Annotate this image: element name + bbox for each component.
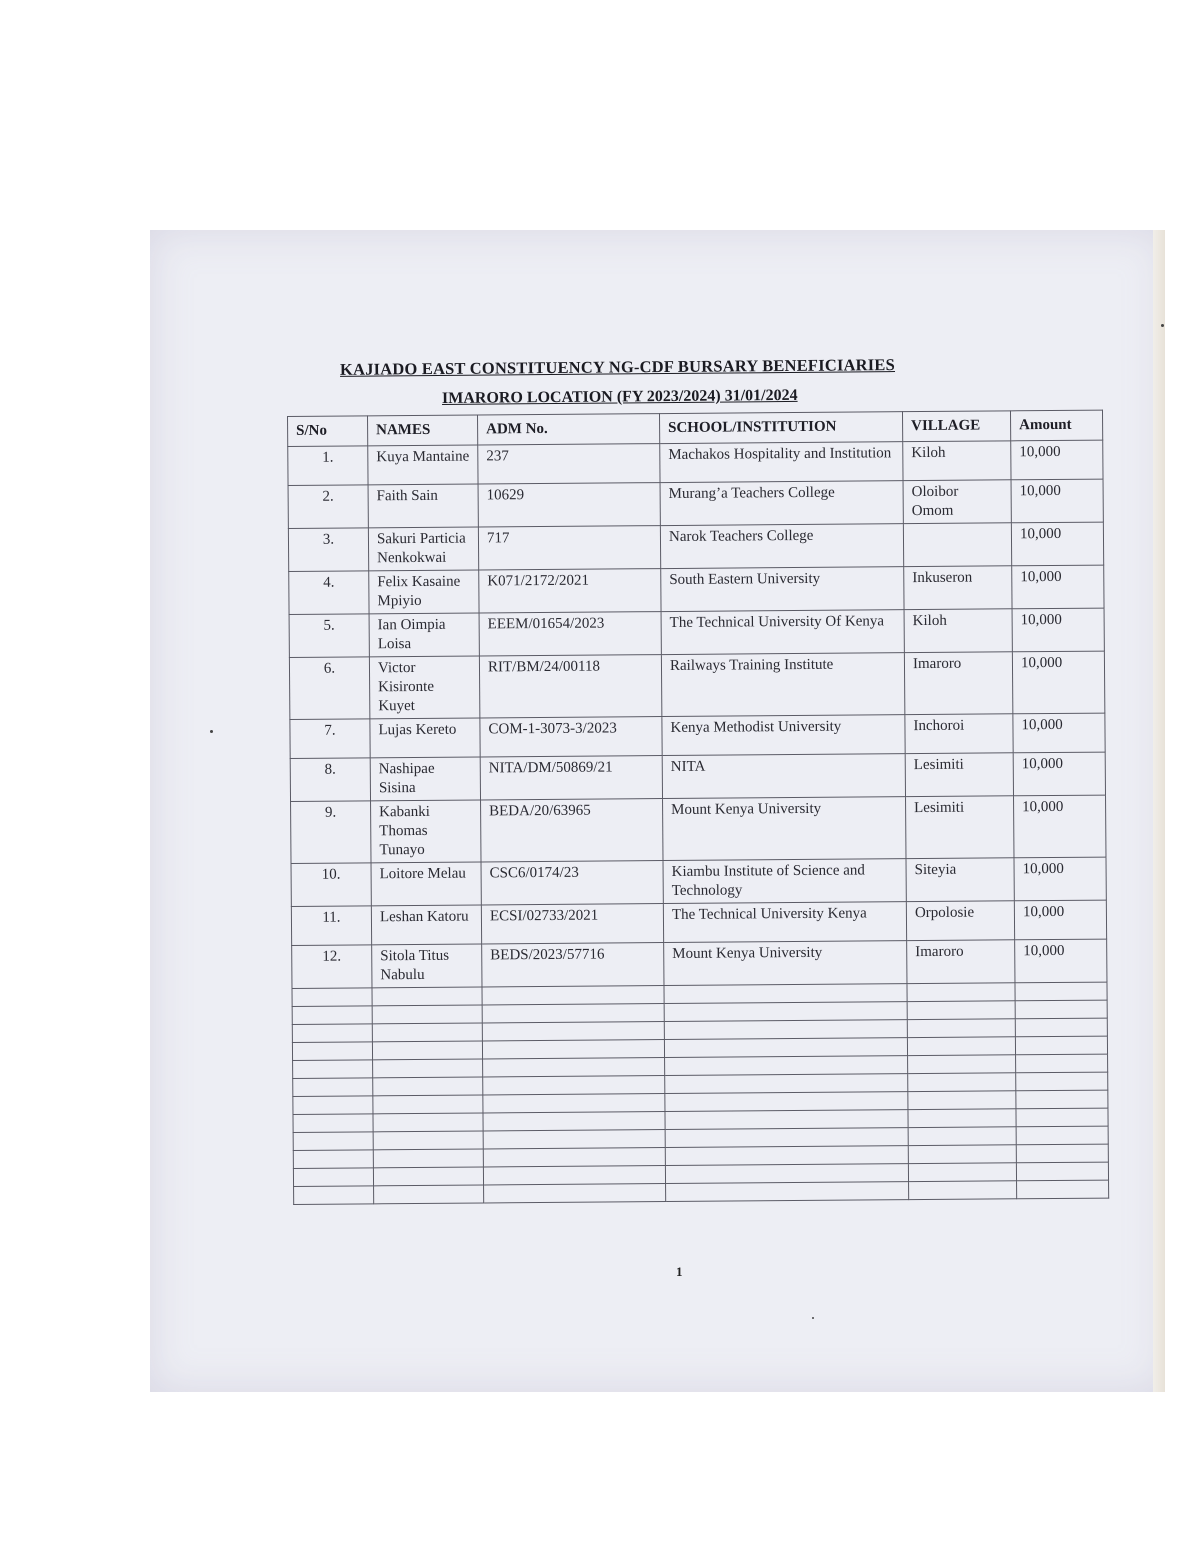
empty-cell [908,1145,1016,1164]
empty-cell [664,1038,907,1058]
cell-sno: 5. [289,614,369,658]
empty-cell [292,1006,372,1025]
empty-cell [484,1184,666,1203]
empty-cell [664,1020,907,1040]
empty-cell [292,1042,372,1061]
empty-cell [373,1095,483,1114]
beneficiaries-table [287,410,1109,1205]
table-row [288,479,1103,528]
page-edge-shadow [1153,230,1165,1392]
empty-cell [293,1114,373,1133]
cell-school: Mount Kenya University [664,941,907,986]
document-subtitle: IMARORO LOCATION (FY 2023/2024) 31/01/2024 [441,386,798,408]
empty-cell [372,1005,482,1024]
cell-village: Siteyia [906,858,1014,902]
cell-village: Kiloh [904,609,1012,653]
cell-adm-no: ECSI/02733/2021 [481,904,663,944]
cell-name: Faith Sain [368,484,478,528]
cell-school: Kenya Methodist University [662,715,905,756]
cell-amount: 10,000 [1014,900,1106,940]
cell-amount: 10,000 [1013,713,1105,753]
cell-village: Orpolosie [906,901,1014,941]
empty-cell [664,1002,907,1022]
cell-adm-no: BEDS/2023/57716 [482,943,664,987]
empty-cell [292,988,372,1007]
empty-cell [374,1185,484,1204]
empty-cell [292,1024,372,1043]
cell-village: Lesimiti [906,796,1014,859]
cell-village: Imaroro [907,940,1015,984]
cell-adm-no: CSC6/0174/23 [481,861,663,905]
empty-cell [907,1037,1015,1056]
empty-cell [1015,982,1107,1001]
cell-amount: 10,000 [1012,608,1104,652]
table-row [289,565,1104,614]
empty-cell [665,1128,908,1148]
cell-village: Oloibor Omom [903,480,1011,524]
empty-cell [908,1109,1016,1128]
cell-name: Felix Kasaine Mpiyio [369,570,479,614]
empty-cell [908,1055,1016,1074]
empty-cell [1016,1126,1108,1145]
cell-adm-no: 237 [478,444,660,484]
document-title: KAJIADO EAST CONSTITUENCY NG-CDF BURSARY BENEFICIARIES [339,355,896,379]
empty-cell [483,1094,665,1113]
empty-cell [907,983,1015,1002]
table-row [291,795,1106,863]
cell-school: Machakos Hospitality and Institution [660,442,903,483]
empty-cell [907,1001,1015,1020]
empty-cell [482,1022,664,1041]
cell-school: Mount Kenya University [663,797,906,861]
scan-speck [1161,324,1164,327]
cell-name: Ian Oimpia Loisa [369,613,479,657]
cell-name: Sakuri Particia Nenkokwai [368,527,478,571]
empty-cell [1016,1090,1108,1109]
empty-cell [664,984,907,1004]
empty-cell [293,1150,373,1169]
cell-school: The Technical University Of Kenya [661,610,904,655]
empty-cell [483,1130,665,1149]
empty-cell [294,1186,374,1205]
cell-school: Narok Teachers College [660,524,903,569]
empty-cell [1016,1144,1108,1163]
empty-cell [1016,1054,1108,1073]
table-row [290,713,1105,758]
cell-adm-no: NITA/DM/50869/21 [480,756,662,800]
header-adm-no: ADM No. [477,414,659,445]
empty-cell [908,1163,1016,1182]
cell-adm-no: K071/2172/2021 [479,569,661,613]
cell-school: Railways Training Institute [661,653,904,717]
cell-sno: 6. [289,657,369,720]
cell-name: Sitola Titus Nabulu [372,944,482,988]
cell-village: Kiloh [903,441,1011,481]
cell-name: Leshan Katoru [371,905,481,945]
header-school: SCHOOL/INSTITUTION [659,412,902,444]
cell-village: Inkuseron [904,566,1012,610]
empty-cell [483,1058,665,1077]
empty-cell [483,1166,665,1185]
cell-sno: 2. [288,485,368,529]
cell-sno: 12. [292,945,372,989]
cell-school: South Eastern University [661,567,904,612]
empty-cell [373,1167,483,1186]
header-names: NAMES [368,415,478,446]
empty-cell [373,1113,483,1132]
cell-name: Lujas Kereto [370,718,480,758]
cell-sno: 7. [290,719,370,759]
cell-amount: 10,000 [1014,795,1106,858]
cell-name: Loitore Melau [371,862,481,906]
cell-name: Nashipae Sisina [370,757,480,801]
cell-amount: 10,000 [1011,479,1103,523]
cell-adm-no: BEDA/20/63965 [481,799,663,862]
empty-cell [293,1168,373,1187]
table-row [292,939,1107,988]
empty-cell [293,1060,373,1079]
cell-village [903,523,1011,567]
empty-cell [908,1091,1016,1110]
cell-name: Victor Kisironte Kuyet [369,656,479,719]
empty-cell [1015,1036,1107,1055]
header-sno: S/No [288,416,368,447]
empty-cell [1017,1180,1109,1199]
empty-cell [373,1077,483,1096]
beneficiaries-table-container [287,410,1108,1205]
table-row [289,608,1104,657]
empty-cell [372,1023,482,1042]
cell-village: Inchoroi [905,714,1013,754]
empty-cell [908,1127,1016,1146]
cell-adm-no: COM-1-3073-3/2023 [480,717,662,757]
cell-adm-no: 717 [478,526,660,570]
empty-cell [908,1073,1016,1092]
cell-sno: 8. [290,758,370,802]
empty-cell [373,1131,483,1150]
empty-cell [665,1146,908,1166]
cell-school: The Technical University Kenya [663,902,906,943]
cell-amount: 10,000 [1014,857,1106,901]
empty-cell [373,1149,483,1168]
empty-cell [1015,1018,1107,1037]
empty-cell [483,1112,665,1131]
empty-cell [909,1181,1017,1200]
cell-school: Murang’a Teachers College [660,481,903,526]
table-row [291,857,1106,906]
cell-name: Kabanki Thomas Tunayo [371,800,481,863]
cell-sno: 4. [289,571,369,615]
empty-cell [907,1019,1015,1038]
empty-cell [665,1164,908,1184]
header-amount: Amount [1010,410,1102,441]
cell-school: Kiambu Institute of Science and Technology [663,859,906,904]
empty-cell [483,1148,665,1167]
empty-cell [482,1040,664,1059]
cell-sno: 3. [288,528,368,572]
cell-amount: 10,000 [1012,565,1104,609]
empty-cell [372,1041,482,1060]
cell-sno: 1. [288,446,368,486]
empty-cell [665,1056,908,1076]
table-row [289,651,1104,719]
empty-cell [665,1074,908,1094]
cell-village: Lesimiti [905,753,1013,797]
scan-speck [210,730,213,733]
table-row [290,752,1105,801]
empty-cell [483,1076,665,1095]
cell-amount: 10,000 [1012,651,1104,714]
cell-school: NITA [662,754,905,799]
cell-amount: 10,000 [1013,752,1105,796]
empty-cell [665,1092,908,1112]
cell-adm-no: RIT/BM/24/00118 [479,655,661,718]
empty-cell [1016,1072,1108,1091]
empty-cell [293,1096,373,1115]
empty-cell [372,987,482,1006]
empty-cell [293,1132,373,1151]
cell-sno: 11. [291,906,371,946]
table-row [288,440,1103,485]
table-row [291,900,1106,945]
empty-cell [482,1004,664,1023]
empty-cell [1016,1162,1108,1181]
empty-cell [373,1059,483,1078]
cell-sno: 10. [291,863,371,907]
cell-adm-no: EEEM/01654/2023 [479,612,661,656]
cell-amount: 10,000 [1011,440,1103,480]
empty-cell [293,1078,373,1097]
page-number: 1 [676,1264,683,1279]
empty-cell [1016,1108,1108,1127]
cell-village: Imaroro [904,652,1012,715]
empty-cell [1015,1000,1107,1019]
cell-name: Kuya Mantaine [368,445,478,485]
empty-cell [665,1110,908,1130]
empty-cell [666,1182,909,1202]
cell-adm-no: 10629 [478,483,660,527]
scan-speck [812,1317,814,1319]
empty-cell [482,986,664,1005]
cell-amount: 10,000 [1015,939,1107,983]
table-row [288,522,1103,571]
header-village: VILLAGE [902,411,1010,442]
cell-amount: 10,000 [1011,522,1103,566]
cell-sno: 9. [291,801,371,864]
